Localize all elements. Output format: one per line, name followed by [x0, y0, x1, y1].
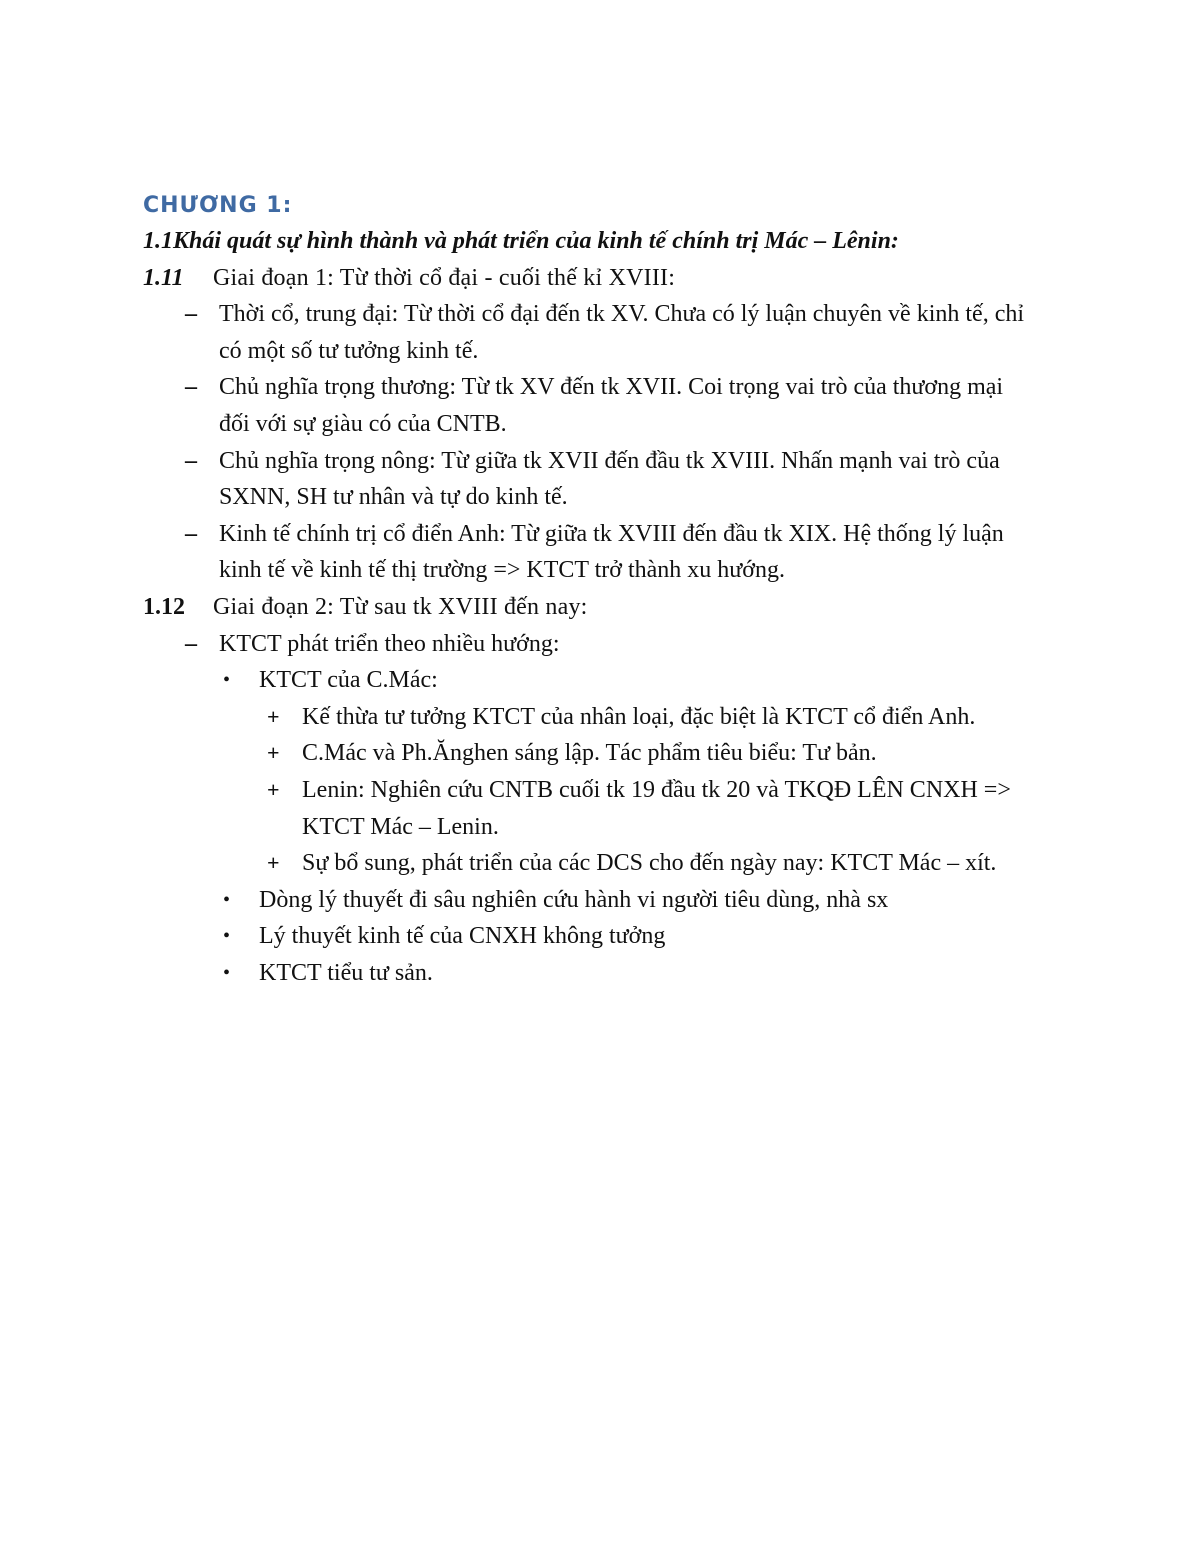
bullet-item-text: KTCT tiểu tư sản. [259, 959, 433, 986]
bullet-marker: • [223, 669, 231, 692]
sub-bullet-text: Kế thừa tư tưởng KTCT của nhân loại, đặc biệt là KTCT cổ điển Anh. [302, 703, 976, 730]
sub-bullet-item [143, 772, 1073, 845]
bullet-item [143, 882, 1073, 919]
bullet-item-text: Lý thuyết kinh tế của CNXH không tưởng [259, 923, 666, 950]
subsection-number: 1.12 [143, 593, 185, 620]
subsection-number: 1.11 [143, 264, 184, 291]
list-item-text: Thời cổ, trung đại: Từ thời cổ đại đến tk XV. Chưa có lý luận chuyên về kinh tế, chỉ có một số tư tưởng kinh tế. [219, 301, 1025, 364]
bullet-marker: • [223, 888, 231, 911]
list-item [143, 626, 1073, 663]
bullet-marker: • [223, 961, 231, 984]
bullet-item [143, 662, 1073, 699]
plus-marker: + [267, 703, 280, 729]
dash-marker: – [185, 447, 197, 474]
sub-bullet-text: Sự bổ sung, phát triển của các DCS cho đến ngày nay: KTCT Mác – xít. [302, 850, 997, 877]
bullet-item-text: Dòng lý thuyết đi sâu nghiên cứu hành vi người tiêu dùng, nhà sx [259, 886, 889, 913]
list-item [143, 369, 1073, 442]
sub-bullet-item [143, 699, 1073, 736]
dash-marker: – [185, 630, 197, 657]
list-item [143, 443, 1073, 516]
plus-marker: + [267, 776, 280, 802]
list-item-text: Chủ nghĩa trọng nông: Từ giữa tk XVII đến đầu tk XVIII. Nhấn mạnh vai trò của SXNN, SH tư nhân và tự do kinh tế. [219, 447, 1000, 511]
dash-marker: – [185, 301, 197, 328]
subsection-title: Giai đoạn 1: Từ thời cổ đại - cuối thế kỉ XVIII: [213, 264, 676, 291]
subsection-heading-1-11 [143, 260, 1073, 297]
subsection-title: Giai đoạn 2: Từ sau tk XVIII đến nay: [213, 593, 588, 620]
plus-marker: + [267, 850, 280, 876]
list-item [143, 296, 1073, 369]
sub-bullet-item [143, 845, 1073, 882]
chapter-title: CHƯƠNG 1: [143, 193, 293, 218]
list-item-text: Kinh tế chính trị cổ điển Anh: Từ giữa tk XVIII đến đầu tk XIX. Hệ thống lý luận kinh tế về kinh tế thị trường => KTCT trở thành xu hướng. [219, 520, 1004, 584]
dash-marker: – [185, 520, 197, 547]
bullet-item [143, 955, 1073, 992]
section-heading: 1.1Khái quát sự hình thành và phát triển của kinh tế chính trị Mác – Lênin: [143, 228, 899, 254]
sub-bullet-text: C.Mác và Ph.Ănghen sáng lập. Tác phẩm tiêu biểu: Tư bản. [302, 740, 877, 767]
bullet-marker: • [223, 925, 231, 948]
list-item-text: KTCT phát triển theo nhiều hướng: [219, 630, 560, 657]
sub-bullet-text: Lenin: Nghiên cứu CNTB cuối tk 19 đầu tk 20 và TKQĐ LÊN CNXH => KTCT Mác – Lenin. [302, 776, 1011, 840]
document-content [143, 189, 1073, 991]
bullet-item-text: KTCT của C.Mác: [259, 667, 438, 694]
subsection-heading-1-12 [143, 589, 1073, 626]
list-item-text: Chủ nghĩa trọng thương: Từ tk XV đến tk XVII. Coi trọng vai trò của thương mại đối với sự giàu có của CNTB. [219, 374, 1004, 437]
list-item [143, 516, 1073, 589]
dash-marker: – [185, 374, 197, 401]
bullet-item [143, 918, 1073, 955]
sub-bullet-item [143, 735, 1073, 772]
plus-marker: + [267, 740, 280, 766]
